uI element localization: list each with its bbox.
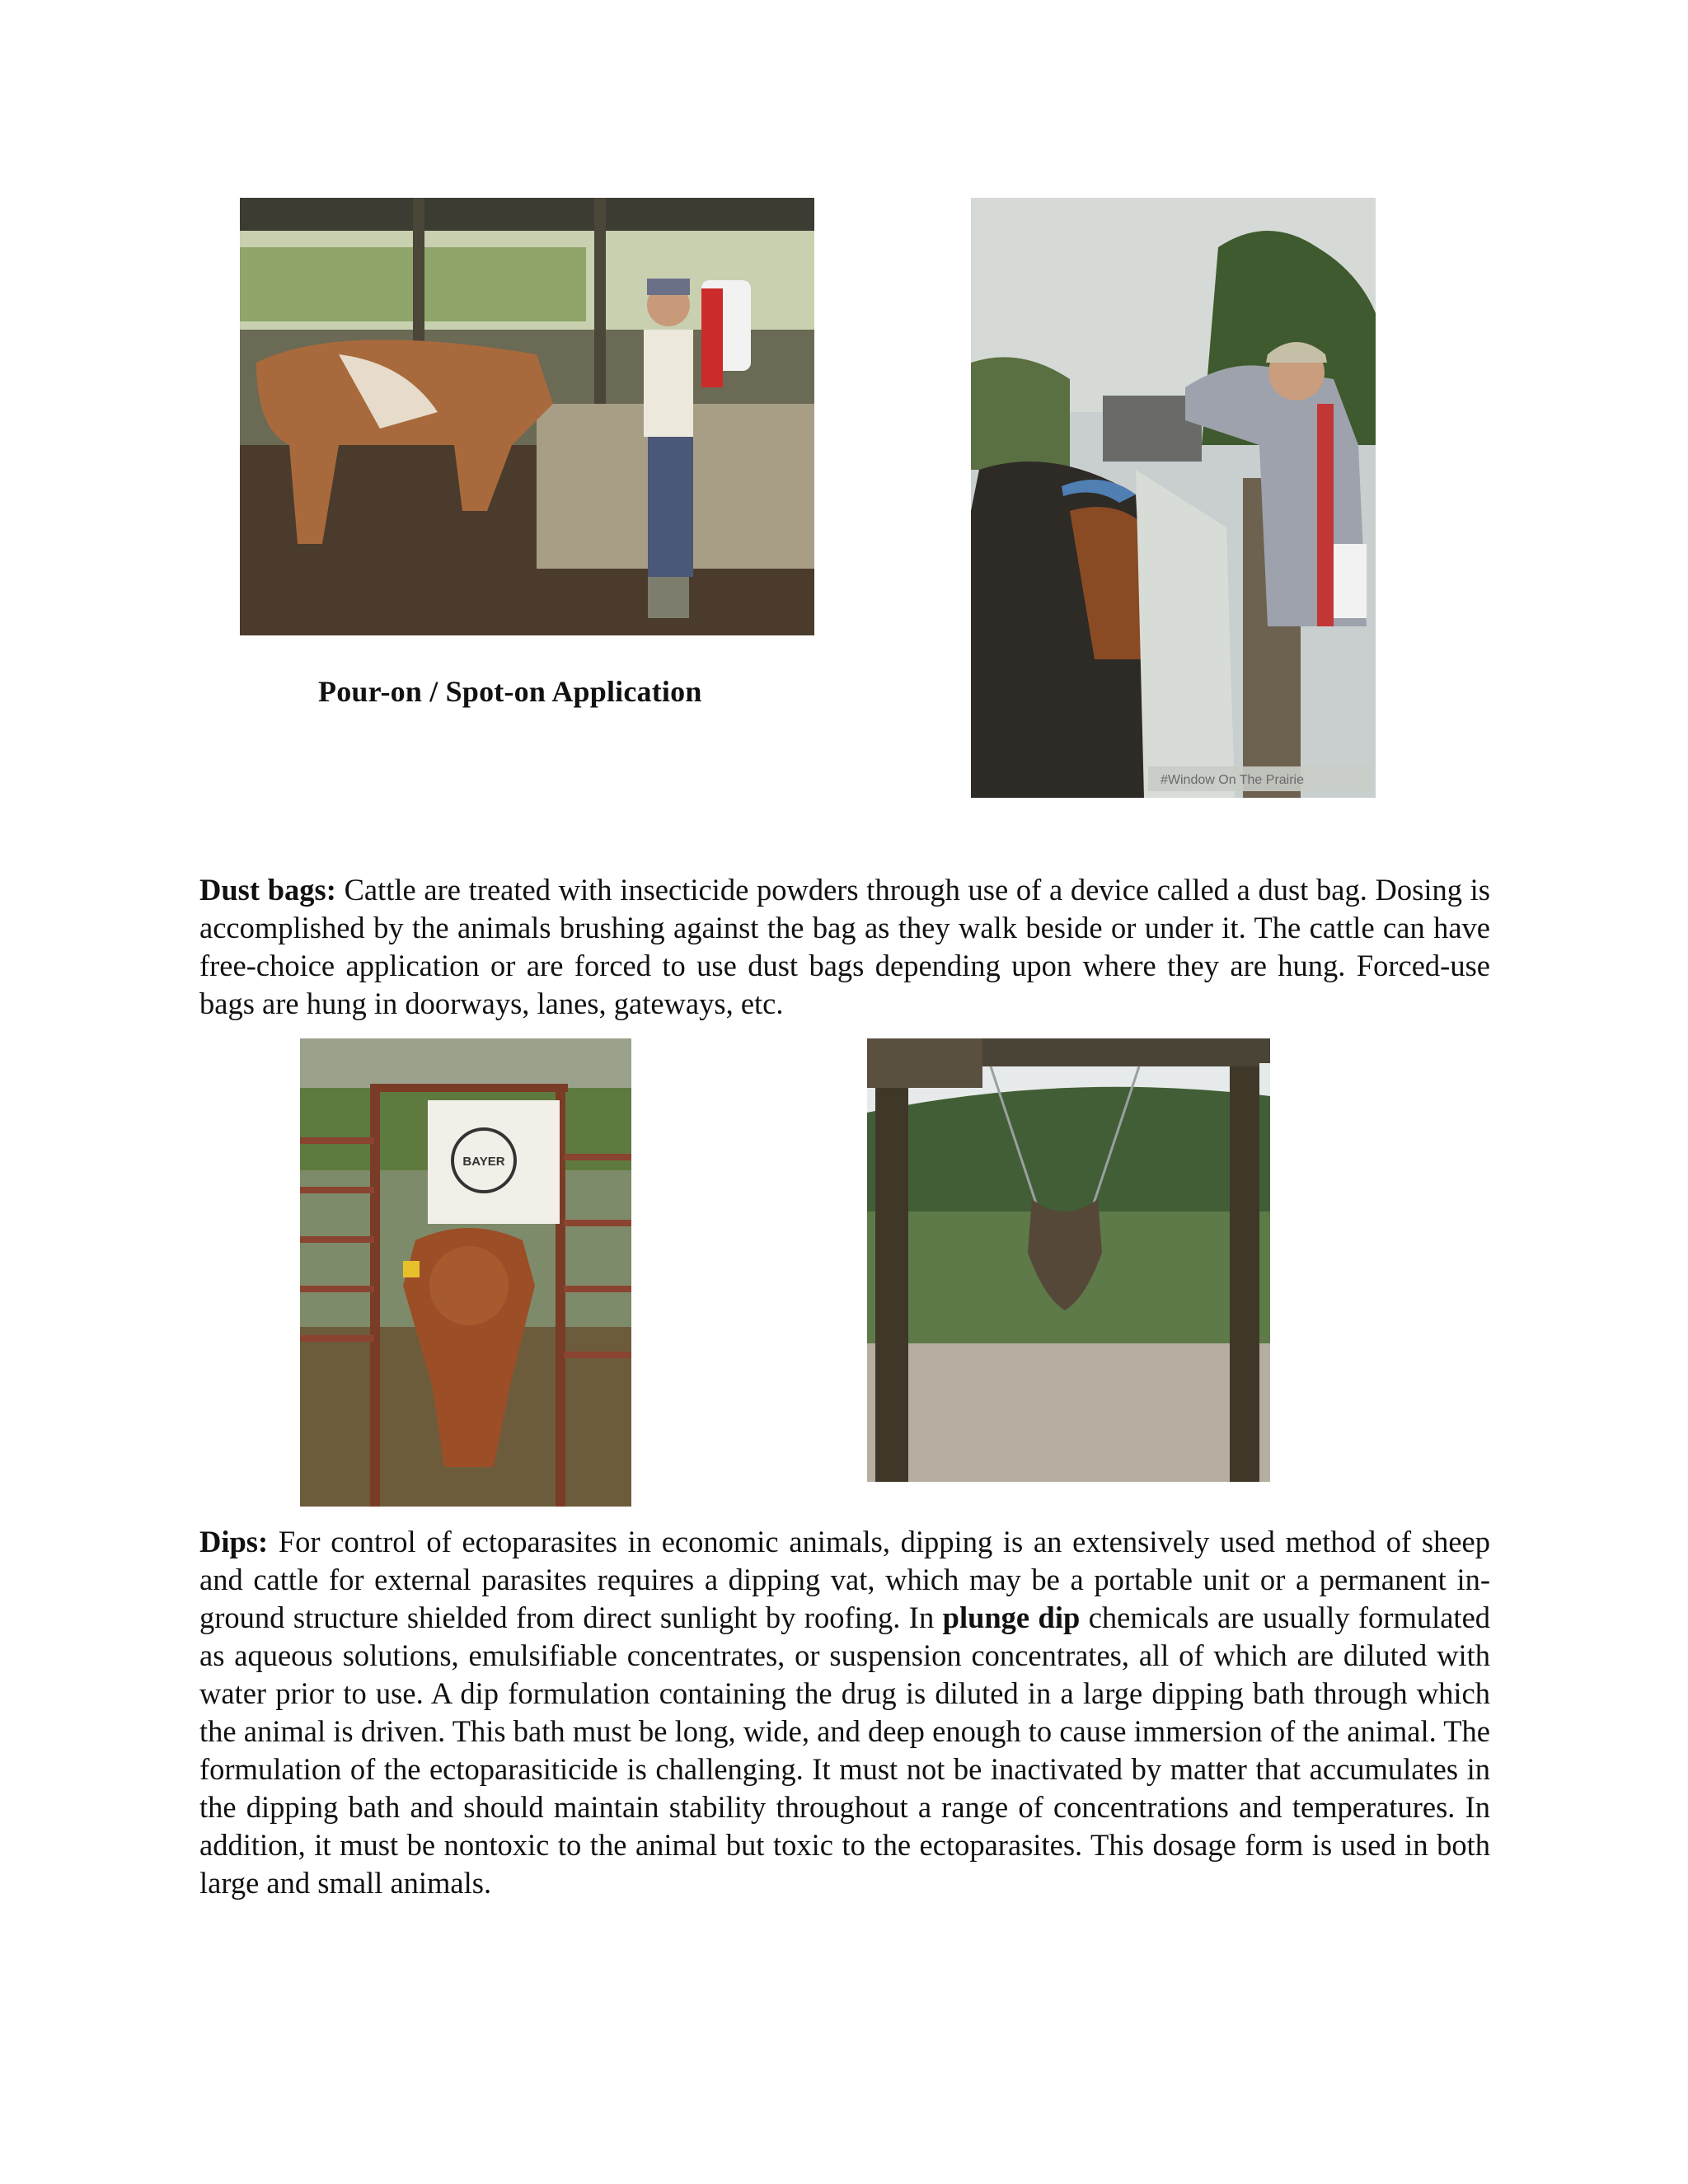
photo-pour-on-cow (240, 198, 814, 635)
dust-bags-paragraph (199, 871, 1490, 1023)
plunge-dip-term: plunge dip (942, 1601, 1081, 1634)
dust-bags-heading: Dust bags: (199, 873, 336, 907)
bayer-logo-text: BAYER (462, 1155, 505, 1169)
dips-heading: Dips: (199, 1525, 269, 1558)
photo-chute-application (971, 198, 1376, 798)
dust-bags-body: Cattle are treated with insecticide powders through use of a device called a dust bag. Dosing is accomplished by the animals brushing against the bag as they walk beside or under it. The cattle can have free-choice application or are forced to use dust bags depending upon where they are hung. Forced-use bags are hung in doorways, lanes, gateways, etc. (199, 873, 1490, 1020)
dips-body-part1: For control of ectoparasites in economic animals, dipping is an extensively used method of sheep and cattle for external parasites requires a dipping vat, which may be a portable unit or a permanent in-ground structure shielded from direct sunlight by roofing. In (199, 1525, 1490, 1634)
dips-paragraph (199, 1523, 1490, 1902)
pour-on-caption: Pour-on / Spot-on Application (318, 675, 702, 708)
photo-bayer-dust-bag (300, 1038, 631, 1507)
photo-hanging-dust-bag (867, 1038, 1270, 1482)
dips-body-part2: chemicals are usually formulated as aqueous solutions, emulsifiable concentrates, or suspension concentrates, all of which are diluted with water prior to use. A dip formulation containing the drug is diluted in a large dipping bath through which the animal is driven. This bath must be long, wide, and deep enough to cause immersion of the animal. The formulation of the ectoparasiticide is challenging. It must not be inactivated by matter that accumulates in the dipping bath and should maintain stability throughout a range of concentrations and temperatures. In addition, it must be nontoxic to the animal but toxic to the ectoparasites. This dosage form is used in both large and small animals. (199, 1601, 1491, 1900)
watermark-text: #Window On The Prairie (1160, 773, 1304, 787)
